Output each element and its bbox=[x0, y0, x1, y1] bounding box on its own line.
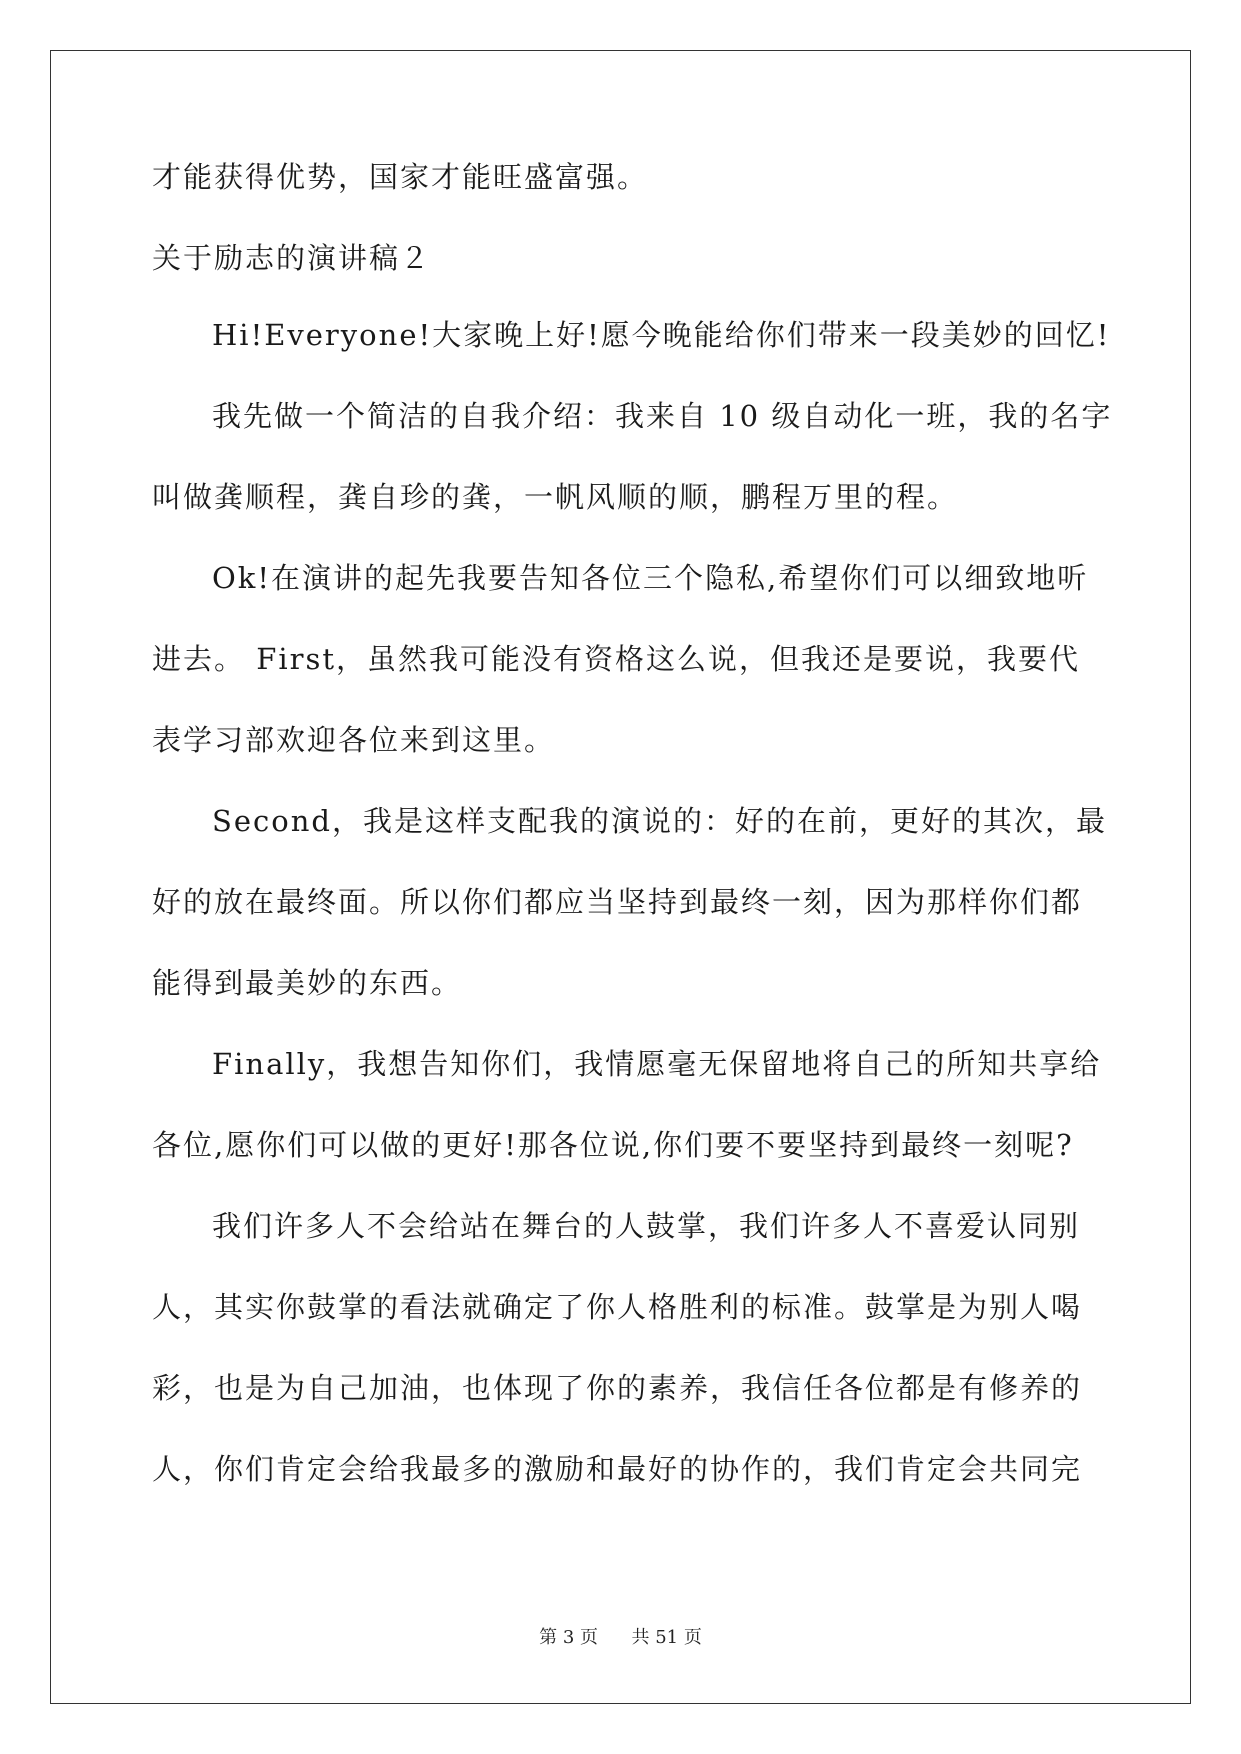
text-line-9: Second，我是这样支配我的演说的：好的在前，更好的其次，最 bbox=[212, 804, 1107, 838]
section-heading: 关于励志的演讲稿２ bbox=[152, 241, 432, 275]
text-line-14: 我们许多人不会给站在舞台的人鼓掌，我们许多人不喜爱认同别 bbox=[212, 1209, 1081, 1243]
page-number: 第 3 页 bbox=[539, 1627, 599, 1648]
text-line-13: 各位,愿你们可以做的更好!那各位说,你们要不要坚持到最终一刻呢? bbox=[152, 1128, 1074, 1162]
text-line-17: 人，你们肯定会给我最多的激励和最好的协作的，我们肯定会共同完 bbox=[152, 1452, 1083, 1486]
page-footer bbox=[0, 1623, 1241, 1649]
text-line-4: 我先做一个简洁的自我介绍：我来自 10 级自动化一班，我的名字 bbox=[212, 399, 1113, 433]
text-line-3: Hi!Everyone!大家晚上好!愿今晚能给你们带来一段美妙的回忆! bbox=[212, 318, 1111, 352]
text-line-8: 表学习部欢迎各位来到这里。 bbox=[152, 723, 556, 757]
text-line-10: 好的放在最终面。所以你们都应当坚持到最终一刻，因为那样你们都 bbox=[152, 885, 1083, 919]
text-line-5: 叫做龚顺程，龚自珍的龚，一帆风顺的顺，鹏程万里的程。 bbox=[152, 480, 959, 514]
text-line-7: 进去。 First，虽然我可能没有资格这么说，但我还是要说，我要代 bbox=[152, 642, 1081, 676]
text-line-16: 彩，也是为自己加油，也体现了你的素养，我信任各位都是有修养的 bbox=[152, 1371, 1083, 1405]
text-line-11: 能得到最美妙的东西。 bbox=[152, 966, 463, 1000]
text-line-12: Finally，我想告知你们，我情愿毫无保留地将自己的所知共享给 bbox=[212, 1047, 1102, 1081]
page-total: 共 51 页 bbox=[631, 1627, 702, 1648]
text-line-15: 人，其实你鼓掌的看法就确定了你人格胜利的标准。鼓掌是为别人喝 bbox=[152, 1290, 1083, 1324]
text-line-6: Ok!在演讲的起先我要告知各位三个隐私,希望你们可以细致地听 bbox=[212, 561, 1089, 595]
text-line-1: 才能获得优势，国家才能旺盛富强。 bbox=[152, 160, 649, 194]
document-body bbox=[152, 160, 1113, 1533]
